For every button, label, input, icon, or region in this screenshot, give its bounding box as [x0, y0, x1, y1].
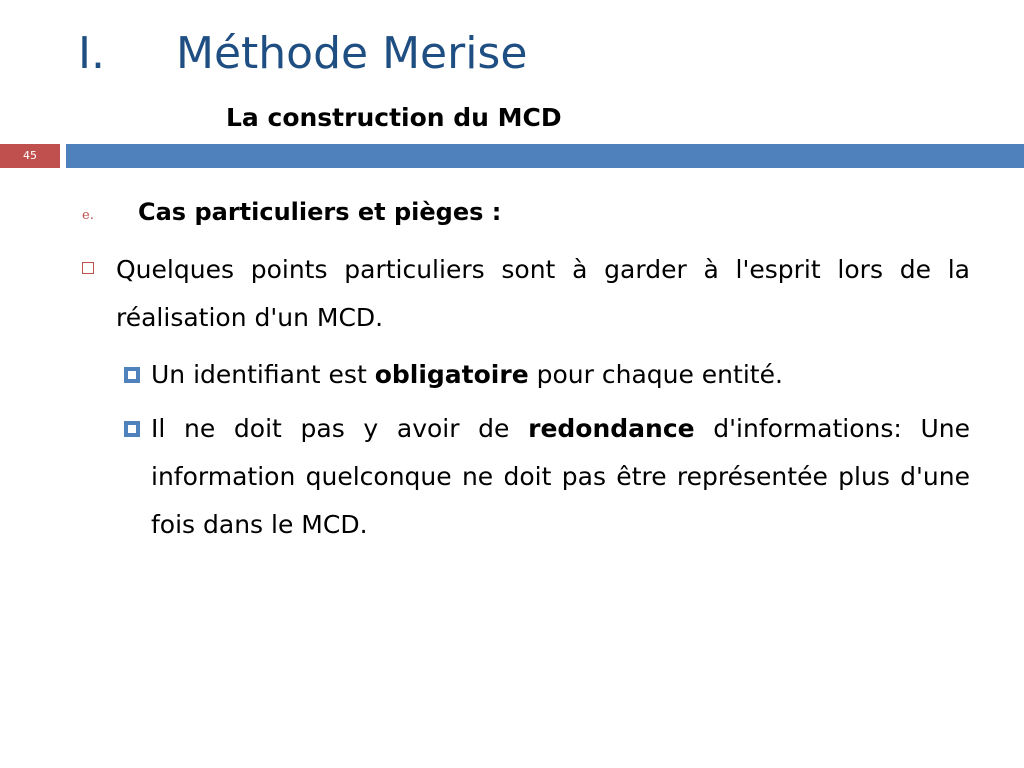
- slide-number: 45: [0, 144, 60, 168]
- point-redundancy: [151, 405, 970, 549]
- framed-square-icon: [124, 367, 140, 383]
- point-redundancy-text-end: d'informations: Une information quelconque ne doit pas être représentée plus d'une fois dans le MCD.: [151, 414, 970, 539]
- framed-square-icon: [124, 421, 140, 437]
- point-identifier-text: Un identifiant est: [151, 360, 375, 389]
- point-identifier: [151, 351, 970, 399]
- slide-title: Méthode Merise: [176, 28, 528, 79]
- title-number: I.: [78, 28, 105, 79]
- slide-subtitle: La construction du MCD: [226, 103, 562, 132]
- intro-paragraph: Quelques points particuliers sont à garder à l'esprit lors de la réalisation d'un MCD.: [116, 255, 970, 332]
- point-identifier-text-end: pour chaque entité.: [528, 360, 783, 389]
- section-marker: e.: [82, 208, 94, 223]
- point-redundancy-text: Il ne doit pas y avoir de: [151, 414, 529, 443]
- section-heading: Cas particuliers et pièges :: [138, 198, 502, 226]
- point-identifier-emphasis: obligatoire: [374, 360, 529, 389]
- point-redundancy-emphasis: redondance: [528, 414, 695, 443]
- header-bar: [66, 144, 1024, 168]
- hollow-square-icon: [82, 262, 94, 274]
